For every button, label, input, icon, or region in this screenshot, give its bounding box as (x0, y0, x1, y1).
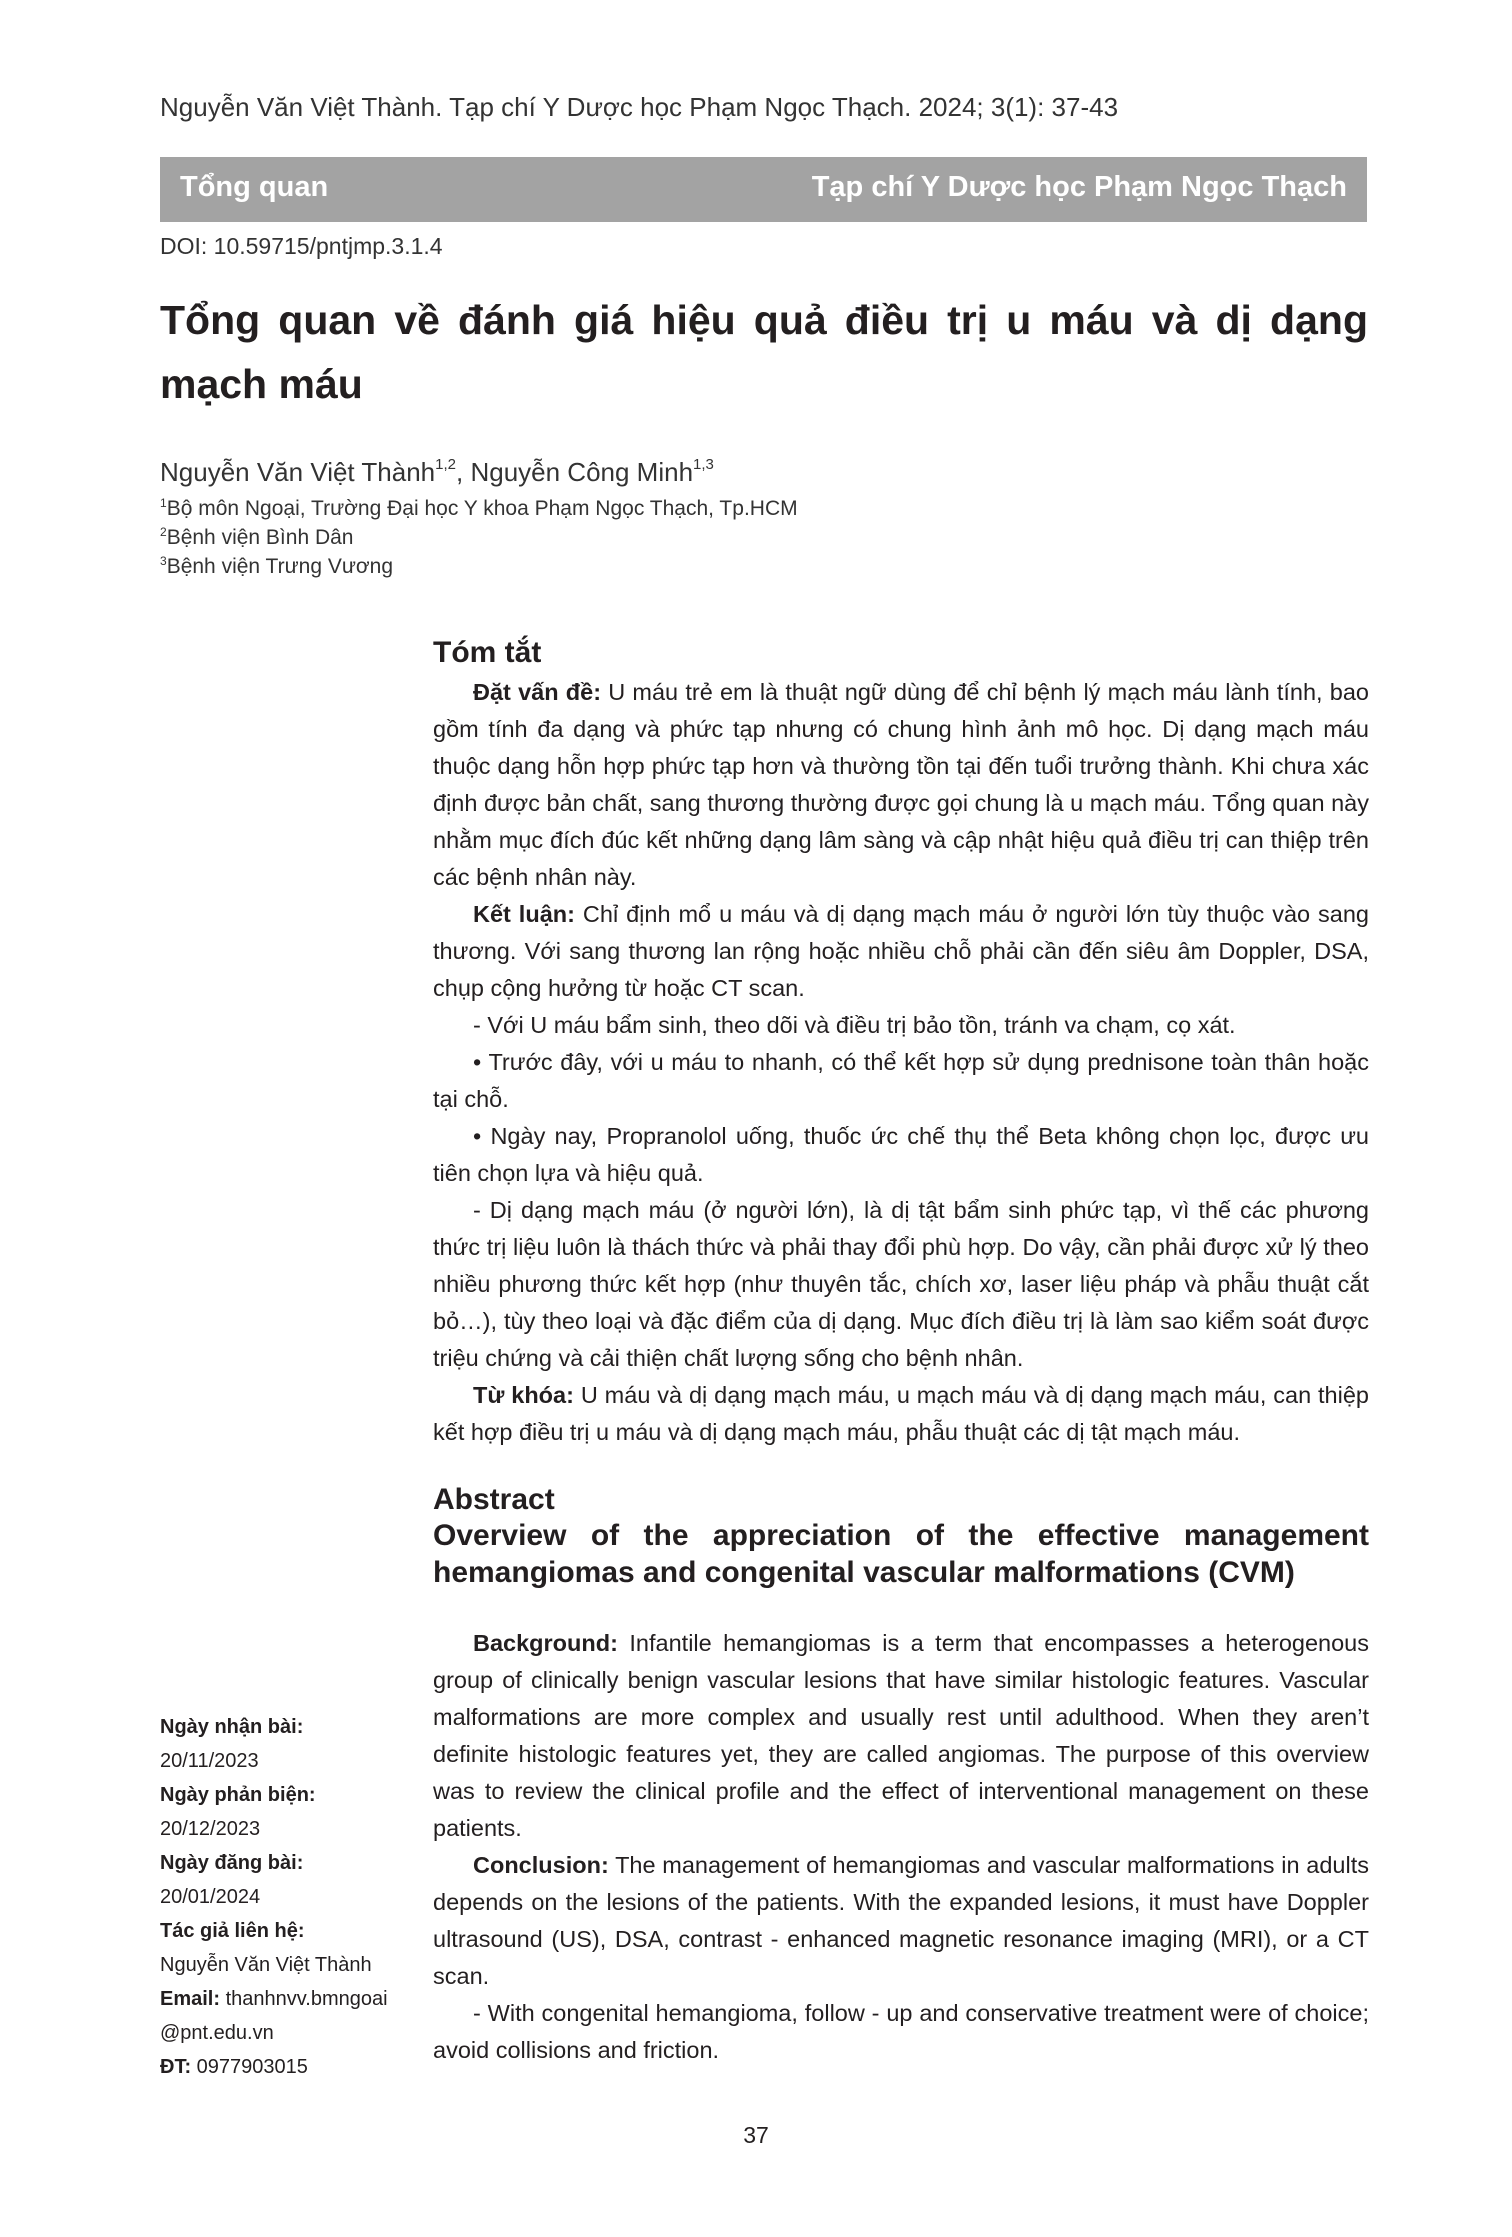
affiliation-text: Bộ môn Ngoại, Trường Đại học Y khoa Phạm Ngọc Thạch, Tp.HCM (166, 497, 798, 520)
published-label: Ngày đăng bài: (160, 1852, 304, 1874)
affiliation-number: 2 (160, 525, 167, 539)
affiliation-text: Bệnh viện Trưng Vương (166, 555, 394, 578)
doi: DOI: 10.59715/pntjmp.3.1.4 (160, 233, 443, 259)
summary-point: - Với U máu bẩm sinh, theo dõi và điều trị bảo tồn, tránh va chạm, cọ xát. (473, 1012, 1236, 1038)
summary-conclusion (433, 896, 1369, 1007)
abstract-en (433, 1483, 1369, 2069)
summary-point: • Trước đây, với u máu to nhanh, có thể kết hợp sử dụng prednisone toàn thân hoặc tại chỗ. (433, 1049, 1369, 1112)
conclusion-text: The management of hemangiomas and vascular malformations in adults depends on the lesions of the patients. With the expanded lesions, it must have Doppler ultrasound (US), DSA, contrast - enhanced magnetic resonance imaging (MRI), or a CT scan. (433, 1852, 1369, 1989)
phone-value: 0977903015 (191, 2056, 308, 2078)
abstract-title: Overview of the appreciation of the effective management hemangiomas and congenital vascular malformations (CVM) (433, 1519, 1369, 1589)
abstract-heading: Abstract (433, 1483, 555, 1516)
page-number: 37 (743, 2122, 769, 2148)
affiliation-text: Bệnh viện Bình Dân (166, 526, 354, 549)
author-name: Nguyễn Công Minh (470, 457, 694, 487)
summary-point: • Ngày nay, Propranolol uống, thuốc ức chế thụ thể Beta không chọn lọc, được ưu tiên chọn lựa và hiệu quả. (433, 1123, 1369, 1186)
received-date: 20/11/2023 (160, 1750, 259, 1772)
author-separator: , (456, 457, 471, 487)
summary-vi (433, 636, 1369, 1451)
reviewed-date: 20/12/2023 (160, 1818, 261, 1840)
journal-label: Tạp chí Y Dược học Phạm Ngọc Thạch (811, 171, 1347, 203)
article-title: Tổng quan về đánh giá hiệu quả điều trị u máu và dị dạng mạch máu (160, 297, 1368, 407)
reviewed-label: Ngày phản biện: (160, 1784, 316, 1806)
affiliation (160, 526, 353, 550)
conclusion-label: Kết luận: (473, 901, 575, 927)
affiliation (160, 497, 798, 521)
conclusion-text: Chỉ định mổ u máu và dị dạng mạch máu ở người lớn tùy thuộc vào sang thương. Với sang thương lan rộng hoặc nhiều chỗ phải cần đến siêu âm Doppler, DSA, chụp cộng hưởng từ hoặc CT scan. (433, 901, 1370, 1001)
author-list (160, 457, 714, 488)
summary-background (433, 674, 1369, 896)
affiliation-number: 1 (160, 496, 167, 510)
published-date: 20/01/2024 (160, 1886, 261, 1908)
section-label: Tổng quan (180, 171, 329, 203)
email-domain: @pnt.edu.vn (160, 2022, 274, 2044)
author-name: Nguyễn Văn Việt Thành (160, 457, 436, 487)
summary-heading: Tóm tắt (433, 636, 542, 669)
background-label: Background: (473, 1630, 618, 1656)
contact-label: Tác giả liên hệ: (160, 1920, 305, 1942)
email-value: thanhnvv.bmngoai (220, 1988, 388, 2010)
article-info-sidebar (160, 1710, 420, 2084)
background-label: Đặt vấn đề: (473, 679, 602, 705)
summary-point: - Dị dạng mạch máu (ở người lớn), là dị tật bẩm sinh phức tạp, vì thế các phương thức trị liệu luôn là thách thức và phải thay đổi phù hợp. Do vậy, cần phải được xử lý theo nhiều phương thức kết hợp (như thuyên tắc, chích xơ, laser liệu pháp và phẫu thuật cắt bỏ…), tùy theo loại và đặc điểm của dị dạng. Mục đích điều trị là làm sao kiểm soát được triệu chứng và cải thiện chất lượng sống cho bệnh nhân. (433, 1197, 1369, 1371)
keywords-label: Từ khóa: (473, 1382, 574, 1408)
keywords-text: U máu và dị dạng mạch máu, u mạch máu và dị dạng mạch máu, can thiệp kết hợp điều trị u máu và dị dạng mạch máu, phẫu thuật các dị tật mạch máu. (433, 1382, 1369, 1445)
abstract-background (433, 1625, 1369, 1847)
citation-line: Nguyễn Văn Việt Thành. Tạp chí Y Dược học Phạm Ngọc Thạch. 2024; 3(1): 37-43 (160, 92, 1119, 122)
author-affiliation-ref: 1,3 (693, 456, 714, 473)
author-affiliation-ref: 1,2 (435, 456, 456, 473)
summary-keywords (433, 1377, 1369, 1451)
email-label: Email: (160, 1988, 221, 2010)
background-text: U máu trẻ em là thuật ngữ dùng để chỉ bệnh lý mạch máu lành tính, bao gồm tính đa dạng và phức tạp nhưng có chung hình ảnh mô học. Dị dạng mạch máu thuộc dạng hỗn hợp phức tạp hơn và thường tồn tại đến tuổi trưởng thành. Khi chưa xác định được bản chất, sang thương thường được gọi chung là u mạch máu. Tổng quan này nhằm mục đích đúc kết những dạng lâm sàng và cập nhật hiệu quả điều trị can thiệp trên các bệnh nhân này. (433, 679, 1369, 890)
conclusion-label: Conclusion: (473, 1852, 609, 1878)
abstract-point: - With congenital hemangioma, follow - up and conservative treatment were of choice; avoid collisions and friction. (433, 2000, 1369, 2063)
contact-name: Nguyễn Văn Việt Thành (160, 1954, 372, 1976)
phone-label: ĐT: (160, 2056, 192, 2078)
abstract-conclusion (433, 1847, 1369, 1995)
section-header-bar (160, 157, 1367, 222)
background-text: Infantile hemangiomas is a term that encompasses a heterogenous group of clinically benign vascular lesions that have similar histologic features. Vascular malformations are more complex and usually rest until adulthood. When they aren’t definite histologic features yet, they are called angiomas. The purpose of this overview was to review the clinical profile and the effect of interventional management on these patients. (433, 1630, 1369, 1841)
received-label: Ngày nhận bài: (160, 1716, 304, 1738)
affiliation-number: 3 (160, 554, 167, 568)
affiliation (160, 555, 393, 579)
